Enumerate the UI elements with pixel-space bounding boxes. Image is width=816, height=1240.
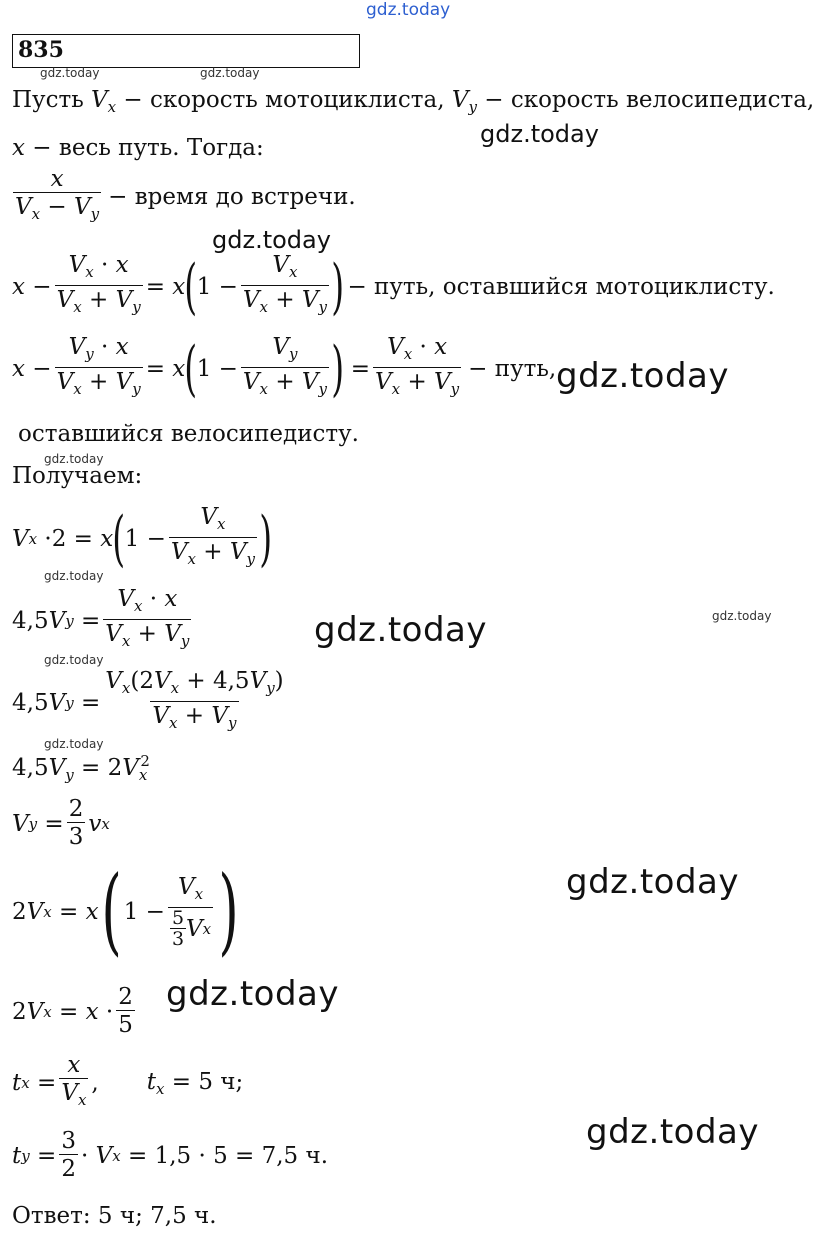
watermark-large: gdz.today: [166, 974, 339, 1014]
equation-time-to-meet: $\frac{x}{V_x - V_y}$ − время до встречи.: [10, 166, 356, 228]
watermark-small: gdz.today: [44, 653, 104, 667]
problem-number-box: [12, 34, 360, 68]
equation-2: 4,5 V y = $\frac{V_x \cdot x}{V_x + V_y}$: [12, 586, 194, 655]
equation-9: t y = $\frac{3}{2}$ · V x = 1,5 · 5 = 7,5 ч.: [12, 1128, 329, 1182]
watermark-top: gdz.today: [366, 0, 451, 20]
watermark-small: gdz.today: [44, 737, 104, 751]
watermark-small: gdz.today: [712, 609, 772, 623]
watermark-large: gdz.today: [314, 610, 487, 650]
watermark-small: gdz.today: [40, 66, 100, 80]
watermark-large: gdz.today: [556, 356, 729, 396]
equation-3: 4,5 V y = $\frac{V_x(2V_x + 4,5V_y)}{V_x + V_y}$: [12, 668, 289, 737]
watermark-large: gdz.today: [566, 862, 739, 902]
equation-7: 2 V x = x · $\frac{2}{5}$: [12, 984, 133, 1038]
intro-line-2: x − весь путь. Тогда:: [12, 135, 264, 161]
watermark-small: gdz.today: [44, 452, 104, 466]
watermark-large: gdz.today: [586, 1112, 759, 1152]
equation-6: 2 V x = x ( 1 − $V_x$ $\frac{5}{3}$ V x ): [12, 856, 239, 966]
equation-4: $4,5V_y = 2V_x^2$: [12, 752, 150, 784]
watermark-small: gdz.today: [44, 569, 104, 583]
watermark-medium: gdz.today: [212, 226, 331, 254]
equation-5: V y = $\frac{2}{3}$ v x: [12, 796, 110, 850]
watermark-small: gdz.today: [200, 66, 260, 80]
equation-moto-remaining: x − $\frac{V_x \cdot x}{V_x + V_y}$ = x ( 1 − $\frac{V_x}{V_x + V_y}$ ) − путь, оставшийся мотоциклисту.: [12, 251, 775, 322]
fraction: $\frac{x}{V_x - V_y}$: [13, 166, 101, 228]
intro-line-1: Пусть $V_x$ − скорость мотоциклиста, $V_y$ − скорость велосипедиста,: [12, 87, 815, 116]
watermark-medium: gdz.today: [480, 120, 599, 148]
equation-bike-remaining: x − $\frac{V_y \cdot x}{V_x + V_y}$ = x ( 1 − $\frac{V_y}{V_x + V_y}$ ) = $\frac{V_x \cdot x}{V_x + V_y}$ − путь,: [12, 333, 557, 404]
equation-8: t x = $\frac{x}{V_x}$ , $t_x = 5$ ч;: [12, 1052, 243, 1114]
text-poluchaem: Получаем:: [12, 463, 143, 489]
equation-1: V x · 2 = x ( 1 − $\frac{V_x}{V_x + V_y}$ ): [12, 503, 273, 574]
answer-text: Ответ: 5 ч; 7,5 ч.: [12, 1203, 217, 1229]
problem-number: 835: [18, 37, 64, 63]
text-bike-remaining-cont: оставшийся велосипедисту.: [18, 421, 359, 447]
